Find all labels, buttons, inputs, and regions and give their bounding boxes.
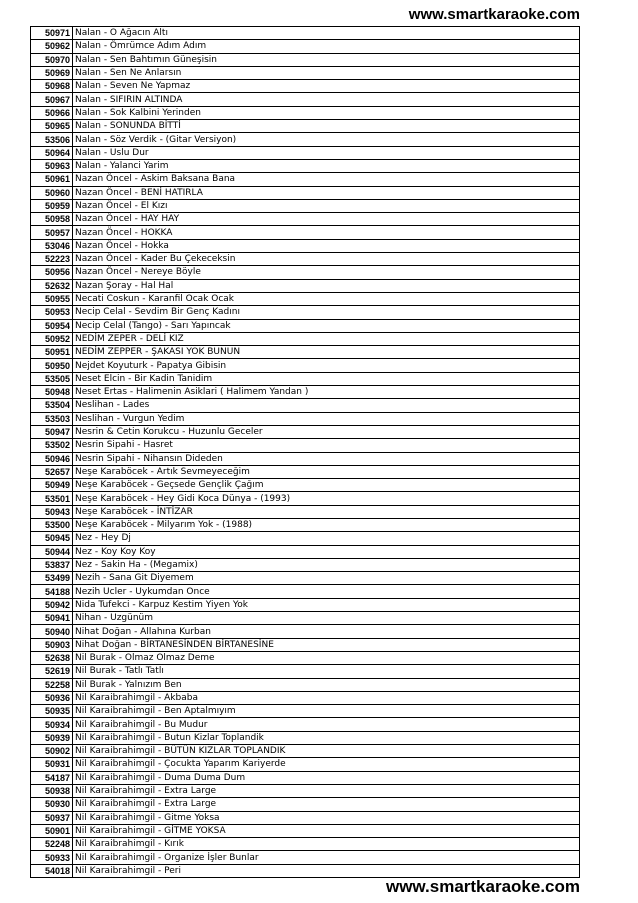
- song-title: Neslihan - Vurgun Yedim: [73, 412, 580, 425]
- song-title: Nazan Öncel - Nereye Böyle: [73, 266, 580, 279]
- table-row: [31, 771, 580, 784]
- song-code: 53500: [31, 518, 73, 531]
- song-code: 50960: [31, 186, 73, 199]
- song-code: 50934: [31, 718, 73, 731]
- table-row: [31, 332, 580, 345]
- song-code: 50935: [31, 705, 73, 718]
- song-title: Nazan Öncel - Askim Baksana Bana: [73, 173, 580, 186]
- table-row: [31, 718, 580, 731]
- table-row: [31, 199, 580, 212]
- song-title: Nil Burak - Tatlı Tatlı: [73, 665, 580, 678]
- song-title: Nalan - Ömrümce Adım Adım: [73, 40, 580, 53]
- footer-site-url: www.smartkaraoke.com: [385, 877, 580, 896]
- song-code: 53837: [31, 558, 73, 571]
- song-code: 50950: [31, 359, 73, 372]
- table-row: [31, 40, 580, 53]
- song-code: 50947: [31, 425, 73, 438]
- song-title: Nalan - Yalanci Yarim: [73, 159, 580, 172]
- song-code: 50946: [31, 452, 73, 465]
- song-title: Nil Karaibrahimgil - Extra Large: [73, 784, 580, 797]
- song-code: 50941: [31, 612, 73, 625]
- table-row: [31, 651, 580, 664]
- song-code: 50945: [31, 532, 73, 545]
- table-row: [31, 864, 580, 877]
- song-title: Nalan - O Ağacın Altı: [73, 27, 580, 40]
- song-title: Nejdet Koyuturk - Papatya Gibisin: [73, 359, 580, 372]
- song-title: Nazan Öncel - BENİ HATIRLA: [73, 186, 580, 199]
- song-code: 52619: [31, 665, 73, 678]
- song-code: 50933: [31, 851, 73, 864]
- table-row: [31, 439, 580, 452]
- song-title: Nalan - Seven Ne Yapmaz: [73, 80, 580, 93]
- table-row: [31, 505, 580, 518]
- song-title: Nalan - Sen Bahtımın Güneşisin: [73, 53, 580, 66]
- table-row: [31, 532, 580, 545]
- song-title: Neslihan - Lades: [73, 399, 580, 412]
- song-code: 53499: [31, 572, 73, 585]
- song-title: Nil Karaibrahimgil - Organize İşler Bunlar: [73, 851, 580, 864]
- song-code: 53503: [31, 412, 73, 425]
- table-row: [31, 120, 580, 133]
- song-title: Nil Karaibrahimgil - Kırık: [73, 838, 580, 851]
- table-row: [31, 691, 580, 704]
- table-row: [31, 492, 580, 505]
- song-code: 50956: [31, 266, 73, 279]
- table-row: [31, 253, 580, 266]
- song-title: Nesrin & Cetin Korukcu - Huzunlu Geceler: [73, 425, 580, 438]
- song-list-body: [31, 27, 580, 878]
- song-title: Nezih - Sana Git Diyemem: [73, 572, 580, 585]
- table-row: [31, 465, 580, 478]
- song-code: 50936: [31, 691, 73, 704]
- song-code: 50938: [31, 784, 73, 797]
- song-code: 53505: [31, 372, 73, 385]
- song-title: Nezih Ucler - Uykumdan Once: [73, 585, 580, 598]
- table-row: [31, 638, 580, 651]
- song-title: Nazan Öncel - HOKKA: [73, 226, 580, 239]
- song-title: NEDİM ZEPPER - ŞAKASI YOK BUNUN: [73, 346, 580, 359]
- song-title: Nesrin Sipahi - Hasret: [73, 439, 580, 452]
- song-title: Nil Karaibrahimgil - Bu Mudur: [73, 718, 580, 731]
- song-title: Nil Karaibrahimgil - Ben Aptalmıyım: [73, 705, 580, 718]
- song-title: Nez - Sakin Ha - (Megamix): [73, 558, 580, 571]
- song-title: Neset Ertas - Halimenin Asiklari ( Halimem Yandan ): [73, 386, 580, 399]
- table-row: [31, 625, 580, 638]
- table-row: [31, 27, 580, 40]
- song-code: 52223: [31, 253, 73, 266]
- song-title: Necati Coskun - Karanfil Ocak Ocak: [73, 292, 580, 305]
- table-row: [31, 824, 580, 837]
- song-title: NEDİM ZEPER - DELİ KIZ: [73, 332, 580, 345]
- song-title: Neşe Karaböcek - İNTİZAR: [73, 505, 580, 518]
- song-code: 50969: [31, 66, 73, 79]
- song-code: 53501: [31, 492, 73, 505]
- song-title: Nida Tufekci - Karpuz Kestim Yiyen Yok: [73, 598, 580, 611]
- table-row: [31, 705, 580, 718]
- song-code: 50953: [31, 306, 73, 319]
- song-title: Nil Karaibrahimgil - GİTME YOKSA: [73, 824, 580, 837]
- song-title: Nez - Koy Koy Koy: [73, 545, 580, 558]
- table-row: [31, 66, 580, 79]
- song-code: 50963: [31, 159, 73, 172]
- song-title: Nil Karaibrahimgil - BÜTÜN KIZLAR TOPLANDIK: [73, 745, 580, 758]
- table-row: [31, 386, 580, 399]
- song-title: Nalan - Söz Verdik - (Gitar Versiyon): [73, 133, 580, 146]
- table-row: [31, 784, 580, 797]
- table-row: [31, 585, 580, 598]
- song-title: Nil Karaibrahimgil - Duma Duma Dum: [73, 771, 580, 784]
- table-row: [31, 811, 580, 824]
- table-row: [31, 545, 580, 558]
- song-code: 50951: [31, 346, 73, 359]
- song-code: 50961: [31, 173, 73, 186]
- table-row: [31, 479, 580, 492]
- table-row: [31, 306, 580, 319]
- song-title: Nil Karaibrahimgil - Çocukta Yaparım Kariyerde: [73, 758, 580, 771]
- song-title: Neşe Karaböcek - Artık Sevmeyeceğim: [73, 465, 580, 478]
- song-title: Nalan - SONUNDA BİTTİ: [73, 120, 580, 133]
- song-title: Nalan - Uslu Dur: [73, 146, 580, 159]
- table-row: [31, 53, 580, 66]
- table-row: [31, 106, 580, 119]
- song-title: Neşe Karaböcek - Hey Gidi Koca Dünya - (1993): [73, 492, 580, 505]
- song-title: Neset Elcin - Bir Kadin Tanidim: [73, 372, 580, 385]
- song-code: 50903: [31, 638, 73, 651]
- song-title: Nihan - Uzgünüm: [73, 612, 580, 625]
- song-code: 50959: [31, 199, 73, 212]
- table-row: [31, 226, 580, 239]
- song-title: Nazan Öncel - Hokka: [73, 239, 580, 252]
- song-title: Nil Karaibrahimgil - Extra Large: [73, 798, 580, 811]
- song-code: 54018: [31, 864, 73, 877]
- song-code: 50968: [31, 80, 73, 93]
- song-code: 50962: [31, 40, 73, 53]
- song-code: 50967: [31, 93, 73, 106]
- song-code: 52258: [31, 678, 73, 691]
- song-title: Neşe Karaböcek - Geçsede Gençlik Çağım: [73, 479, 580, 492]
- song-code: 50955: [31, 292, 73, 305]
- table-row: [31, 372, 580, 385]
- song-code: 50971: [31, 27, 73, 40]
- table-row: [31, 213, 580, 226]
- song-title: Nil Karaibrahimgil - Butun Kizlar Toplandik: [73, 731, 580, 744]
- song-code: 50957: [31, 226, 73, 239]
- song-title: Neşe Karaböcek - Milyarım Yok - (1988): [73, 518, 580, 531]
- song-code: 50949: [31, 479, 73, 492]
- song-code: 53046: [31, 239, 73, 252]
- song-title: Nalan - Sen Ne Anlarsın: [73, 66, 580, 79]
- song-code: 53504: [31, 399, 73, 412]
- table-row: [31, 266, 580, 279]
- song-code: 50930: [31, 798, 73, 811]
- song-title: Nil Karaibrahimgil - Akbaba: [73, 691, 580, 704]
- song-code: 52638: [31, 651, 73, 664]
- song-title: Nazan Öncel - Kader Bu Çekeceksin: [73, 253, 580, 266]
- table-row: [31, 665, 580, 678]
- song-code: 52632: [31, 279, 73, 292]
- table-row: [31, 239, 580, 252]
- table-row: [31, 798, 580, 811]
- table-row: [31, 146, 580, 159]
- song-code: 50939: [31, 731, 73, 744]
- song-title: Nil Karaibrahimgil - Peri: [73, 864, 580, 877]
- song-code: 50943: [31, 505, 73, 518]
- song-code: 50964: [31, 146, 73, 159]
- song-code: 50902: [31, 745, 73, 758]
- table-row: [31, 159, 580, 172]
- song-list-table: [30, 26, 580, 878]
- song-code: 50970: [31, 53, 73, 66]
- table-row: [31, 412, 580, 425]
- song-code: 50944: [31, 545, 73, 558]
- song-code: 50958: [31, 213, 73, 226]
- table-row: [31, 558, 580, 571]
- song-title: Nil Burak - Olmaz Olmaz Deme: [73, 651, 580, 664]
- song-code: 50940: [31, 625, 73, 638]
- table-row: [31, 319, 580, 332]
- table-row: [31, 452, 580, 465]
- table-row: [31, 80, 580, 93]
- song-code: 53506: [31, 133, 73, 146]
- song-code: 52657: [31, 465, 73, 478]
- song-title: Necip Celal - Sevdim Bir Genç Kadını: [73, 306, 580, 319]
- song-code: 52248: [31, 838, 73, 851]
- song-code: 54187: [31, 771, 73, 784]
- table-row: [31, 173, 580, 186]
- song-code: 50952: [31, 332, 73, 345]
- song-title: Nihat Doğan - BİRTANESİNDEN BİRTANESİNE: [73, 638, 580, 651]
- song-title: Nez - Hey Dj: [73, 532, 580, 545]
- song-title: Nazan Öncel - HAY HAY: [73, 213, 580, 226]
- table-row: [31, 612, 580, 625]
- table-row: [31, 399, 580, 412]
- table-row: [31, 731, 580, 744]
- table-row: [31, 279, 580, 292]
- table-row: [31, 359, 580, 372]
- table-row: [31, 186, 580, 199]
- song-title: Nazan Öncel - El Kızı: [73, 199, 580, 212]
- song-code: 50942: [31, 598, 73, 611]
- song-code: 50948: [31, 386, 73, 399]
- song-title: Necip Celal (Tango) - Sarı Yapıncak: [73, 319, 580, 332]
- table-row: [31, 518, 580, 531]
- table-row: [31, 758, 580, 771]
- table-row: [31, 598, 580, 611]
- table-row: [31, 292, 580, 305]
- table-row: [31, 425, 580, 438]
- song-code: 53502: [31, 439, 73, 452]
- table-row: [31, 572, 580, 585]
- song-title: Nalan - SIFIRIN ALTINDA: [73, 93, 580, 106]
- song-title: Nalan - Sok Kalbini Yerinden: [73, 106, 580, 119]
- table-row: [31, 678, 580, 691]
- song-code: 50954: [31, 319, 73, 332]
- song-title: Nihat Doğan - Allahına Kurban: [73, 625, 580, 638]
- header-site-url: www.smartkaraoke.com: [408, 6, 580, 23]
- song-title: Nil Burak - Yalnızım Ben: [73, 678, 580, 691]
- table-row: [31, 838, 580, 851]
- song-title: Nil Karaibrahimgil - Gitme Yoksa: [73, 811, 580, 824]
- song-code: 50937: [31, 811, 73, 824]
- table-row: [31, 745, 580, 758]
- song-code: 50965: [31, 120, 73, 133]
- table-row: [31, 346, 580, 359]
- song-code: 50901: [31, 824, 73, 837]
- song-title: Nazan Şoray - Hal Hal: [73, 279, 580, 292]
- song-code: 50931: [31, 758, 73, 771]
- table-row: [31, 93, 580, 106]
- table-row: [31, 851, 580, 864]
- song-code: 50966: [31, 106, 73, 119]
- song-code: 54188: [31, 585, 73, 598]
- song-title: Nesrin Sipahi - Nihansın Dideden: [73, 452, 580, 465]
- table-row: [31, 133, 580, 146]
